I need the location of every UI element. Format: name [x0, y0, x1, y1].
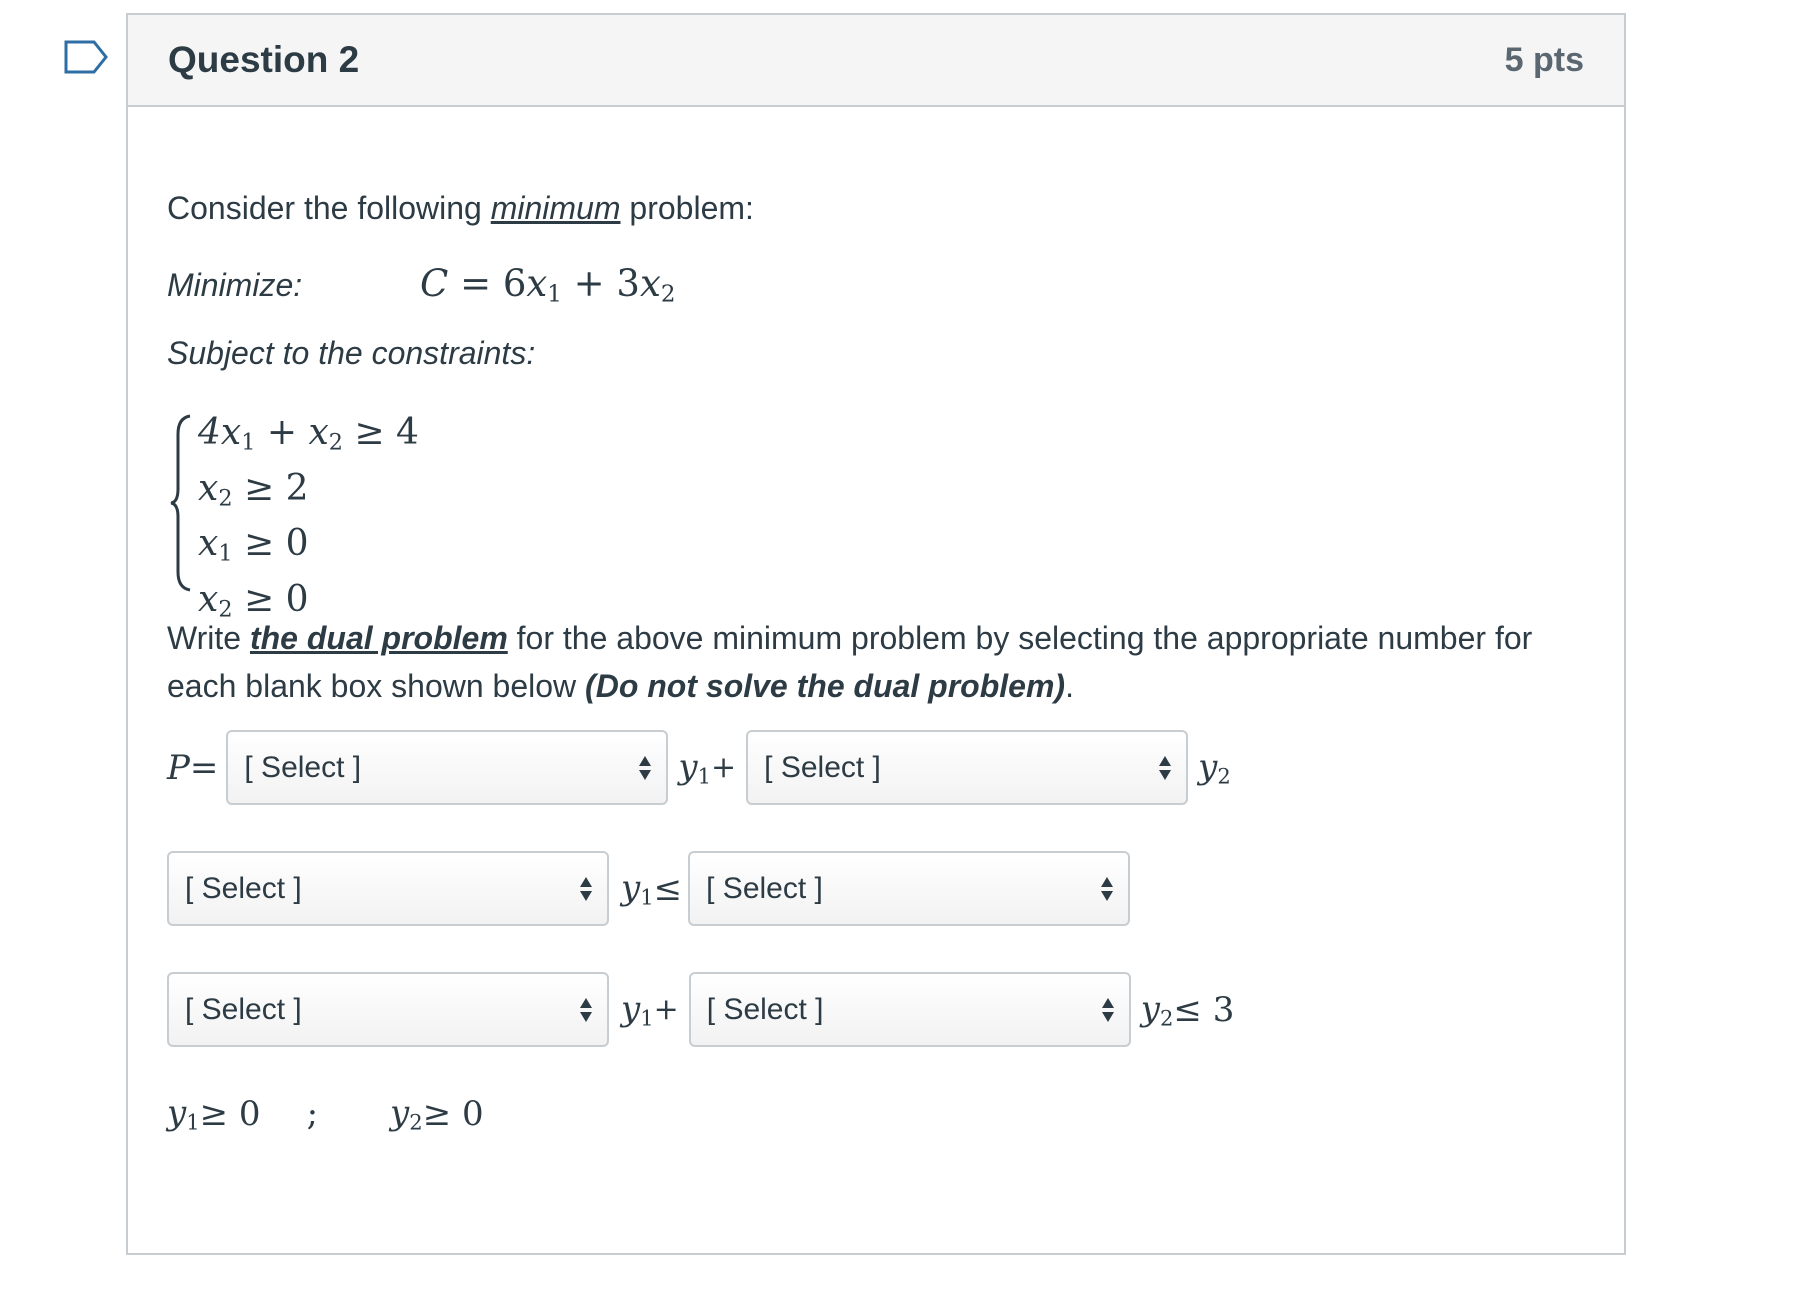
select-placeholder: [ Select ]: [706, 992, 824, 1026]
constraint-3-sub-a: 1: [218, 540, 233, 567]
instructions-emphasis: (Do not solve the dual problem): [585, 668, 1066, 704]
flag-question-icon[interactable]: [64, 40, 110, 74]
le-three: ≤ 3: [1173, 989, 1235, 1030]
objective-eq: =: [448, 262, 503, 305]
objective-x1: x: [526, 262, 548, 305]
instructions-part3: .: [1065, 668, 1074, 704]
y-symbol: y: [390, 1093, 410, 1133]
constraint-1-rel: ≥ 4: [342, 412, 419, 453]
constraint-system: [170, 410, 419, 632]
select-placeholder: [ Select ]: [185, 871, 302, 905]
y-subscript: 2: [1160, 1005, 1174, 1031]
y-symbol: y: [621, 867, 641, 908]
constraint-3-a: x: [198, 523, 219, 565]
constraint-4-a: x: [198, 578, 219, 620]
y-subscript: 1: [697, 763, 712, 789]
plus-sign: +: [711, 750, 737, 785]
objective-answer-row: [167, 730, 1231, 805]
nonnegativity-row: [167, 1093, 484, 1134]
y-symbol: y: [1198, 746, 1218, 787]
constraints-label: Subject to the constraints:: [167, 335, 536, 371]
constraint-1-a: 4x: [198, 412, 242, 453]
intro-emphasis: minimum: [490, 190, 621, 226]
select-arrows-icon: [638, 754, 652, 782]
select-arrows-icon: [579, 875, 593, 903]
question-header: [128, 15, 1624, 107]
dual-problem-emphasis: the dual problem: [249, 620, 508, 656]
minimize-label: Minimize:: [167, 267, 303, 303]
objective-s2: 2: [660, 281, 676, 308]
constraint-1-b: + x: [255, 412, 329, 453]
p-equals: =: [189, 747, 219, 788]
select-arrows-icon: [1101, 996, 1115, 1024]
objective-function: [420, 262, 675, 308]
constraint-1-sub-b: 2: [328, 429, 343, 456]
objective-x2: x: [639, 262, 661, 305]
y-symbol: y: [621, 988, 641, 1029]
select-c1-rhs[interactable]: [688, 851, 1130, 926]
y2-nonneg: [390, 1093, 423, 1134]
objective-c2: 3: [616, 262, 640, 305]
constraint-1: [198, 410, 419, 466]
y-symbol: y: [678, 746, 698, 787]
select-p-coef-y2[interactable]: [746, 730, 1188, 805]
select-arrows-icon: [1158, 754, 1172, 782]
objective-c1: 6: [502, 262, 527, 305]
y1-term: [621, 989, 654, 1030]
constraint-2-a: x: [198, 467, 219, 509]
objective-s1: 1: [547, 281, 562, 308]
constraint1-answer-row: [167, 851, 1130, 926]
constraint-list: [198, 410, 419, 632]
y-subscript: 1: [640, 1005, 654, 1031]
ge-zero: ≥ 0: [199, 1093, 261, 1134]
intro-text: [167, 190, 754, 227]
objective-plus: +: [561, 262, 617, 305]
select-p-coef-y1[interactable]: [226, 730, 668, 805]
select-placeholder: [ Select ]: [244, 750, 362, 784]
objective-row: [167, 262, 675, 308]
y1-term: [678, 747, 711, 788]
instructions-part1: Write: [167, 620, 250, 656]
semicolon: ;: [306, 1093, 319, 1134]
objective-var: C: [420, 262, 449, 305]
y2-term: [1198, 747, 1231, 788]
intro-suffix: problem:: [620, 190, 754, 226]
p-label: P: [167, 747, 190, 788]
intro-prefix: Consider the following: [167, 190, 491, 226]
le-sign: ≤: [653, 868, 683, 909]
question-title: Question 2: [168, 39, 360, 80]
y-subscript: 1: [186, 1109, 200, 1135]
constraint2-answer-row: [167, 972, 1234, 1047]
select-c2-coef-y1[interactable]: [167, 972, 609, 1047]
constraint-3-rel: ≥ 0: [232, 523, 309, 565]
select-c1-coef-y1[interactable]: [167, 851, 609, 926]
constraint-3: [198, 521, 419, 577]
select-arrows-icon: [1100, 875, 1114, 903]
select-placeholder: [ Select ]: [706, 871, 823, 905]
constraint-4-rel: ≥ 0: [232, 578, 309, 620]
question-points: 5 pts: [1504, 40, 1584, 79]
y2-term: [1141, 989, 1174, 1030]
plus-sign: +: [653, 992, 679, 1027]
y-symbol: y: [1140, 988, 1160, 1029]
y-subscript: 1: [640, 884, 654, 910]
select-c2-coef-y2[interactable]: [689, 972, 1131, 1047]
y-symbol: y: [167, 1093, 187, 1133]
select-placeholder: [ Select ]: [764, 750, 881, 784]
y-subscript: 2: [409, 1109, 423, 1135]
constraint-2: [198, 466, 419, 522]
y-subscript: 2: [1217, 763, 1231, 789]
constraint-2-rel: ≥ 2: [232, 467, 309, 509]
left-brace: [170, 414, 194, 592]
y1-nonneg: [167, 1093, 200, 1134]
constraint-4-sub-a: 2: [218, 596, 233, 623]
select-arrows-icon: [579, 996, 593, 1024]
instructions-text: [167, 614, 1587, 710]
ge-zero: ≥ 0: [422, 1093, 484, 1134]
select-placeholder: [ Select ]: [185, 992, 302, 1026]
constraint-2-sub-a: 2: [218, 485, 233, 512]
instructions-part2: for the above minimum problem by selecting the appropriate number for each blank box shown below: [167, 620, 1533, 704]
constraint-1-sub-a: 1: [241, 429, 256, 456]
y1-term: [621, 868, 654, 909]
